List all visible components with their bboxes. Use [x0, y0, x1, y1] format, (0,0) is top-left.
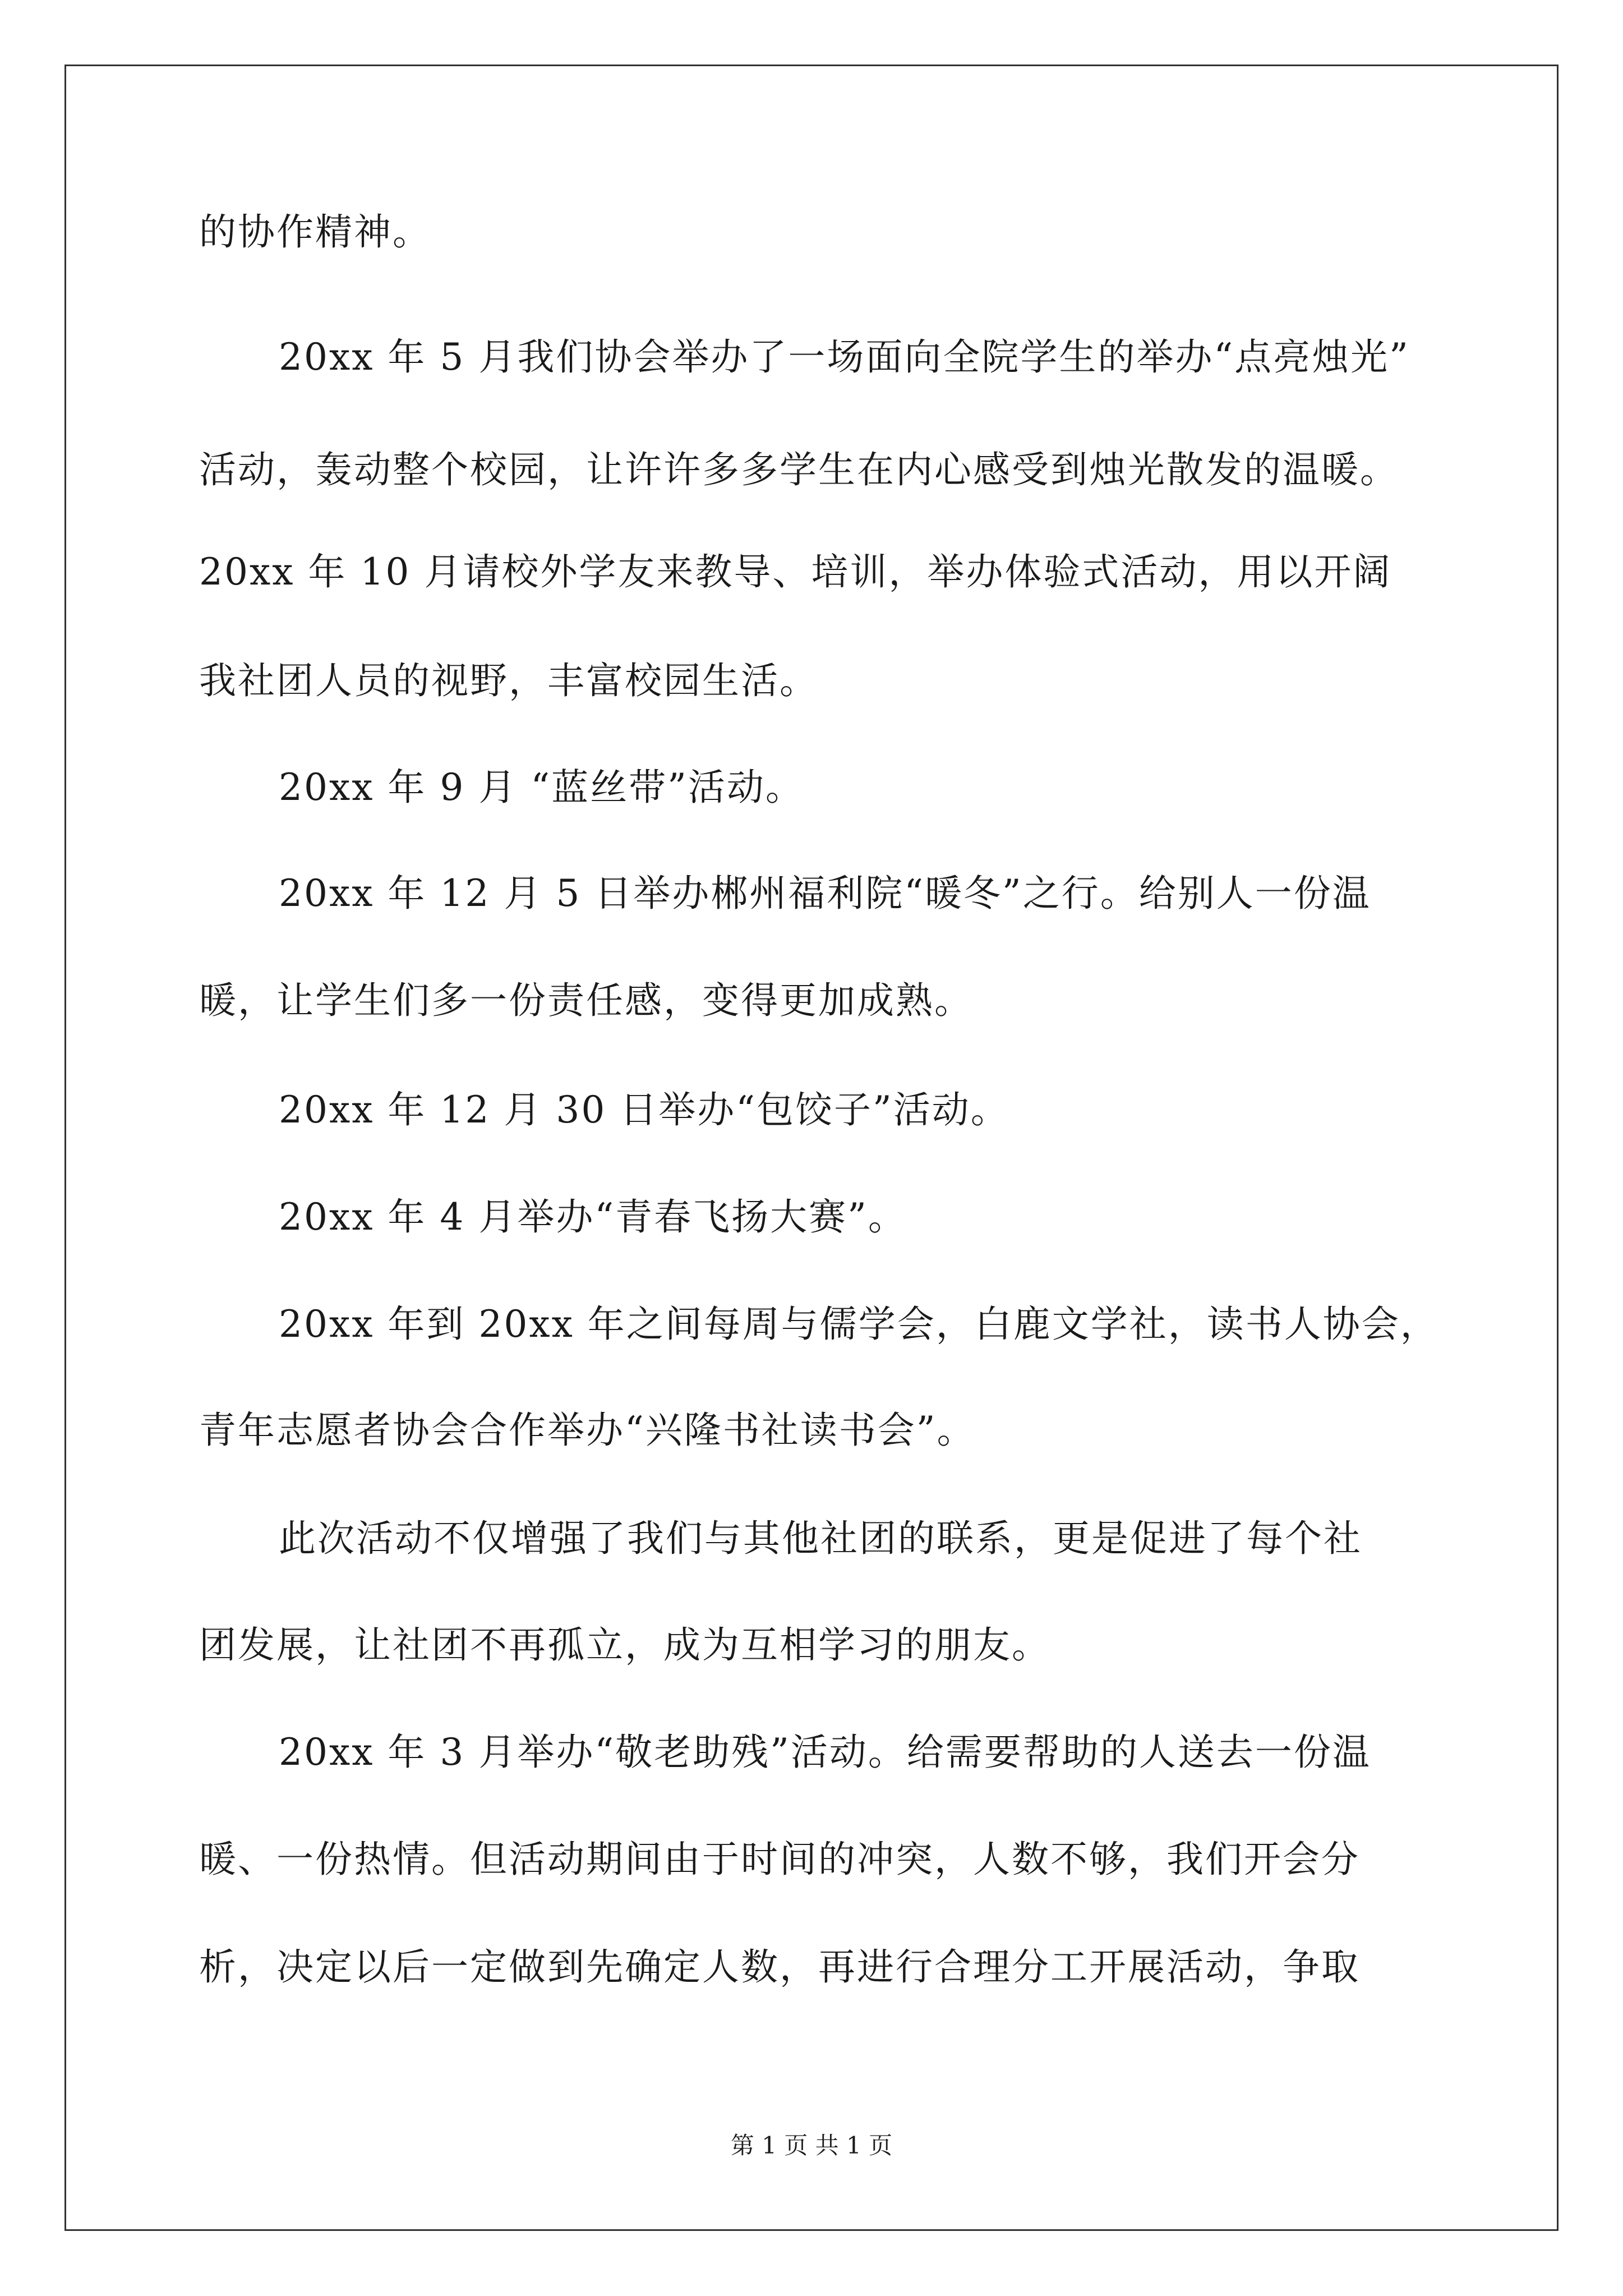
text-line-14: 团发展，让社团不再孤立，成为互相学习的朋友。	[199, 1623, 1050, 1667]
page-border	[64, 65, 1559, 2231]
text-line-12: 青年志愿者协会合作举办“兴隆书社读书会”。	[199, 1409, 976, 1452]
text-line-4: 20xx 年 10 月请校外学友来教导、培训，举办体验式活动，用以开阔	[199, 550, 1392, 593]
text-line-17: 析，决定以后一定做到先确定人数，再进行合理分工开展活动，争取	[199, 1945, 1360, 1989]
text-line-6: 20xx 年 9 月 “蓝丝带”活动。	[279, 766, 804, 809]
text-line-16: 暖、一份热情。但活动期间由于时间的冲突，人数不够，我们开会分	[199, 1838, 1360, 1881]
text-line-8: 暖，让学生们多一份责任感，变得更加成熟。	[199, 979, 973, 1022]
page-footer: 第 1 页 共 1 页	[730, 2132, 893, 2159]
text-line-10: 20xx 年 4 月举办“青春飞扬大赛”。	[279, 1195, 907, 1239]
text-line-1: 的协作精神。	[199, 210, 431, 254]
text-line-2: 20xx 年 5 月我们协会举办了一场面向全院学生的举办“点亮烛光”	[279, 335, 1410, 379]
text-line-3: 活动，轰动整个校园，让许许多多学生在内心感受到烛光散发的温暖。	[199, 448, 1399, 491]
text-line-9: 20xx 年 12 月 30 日举办“包饺子”活动。	[279, 1088, 1009, 1131]
text-line-13: 此次活动不仅增强了我们与其他社团的联系，更是促进了每个社	[279, 1517, 1362, 1560]
text-line-11: 20xx 年到 20xx 年之间每周与儒学会，白鹿文学社，读书人协会，	[279, 1303, 1439, 1346]
text-line-5: 我社团人员的视野，丰富校园生活。	[199, 659, 818, 702]
text-line-7: 20xx 年 12 月 5 日举办郴州福利院“暖冬”之行。给别人一份温	[279, 872, 1371, 915]
text-line-15: 20xx 年 3 月举办“敬老助残”活动。给需要帮助的人送去一份温	[279, 1731, 1371, 1774]
